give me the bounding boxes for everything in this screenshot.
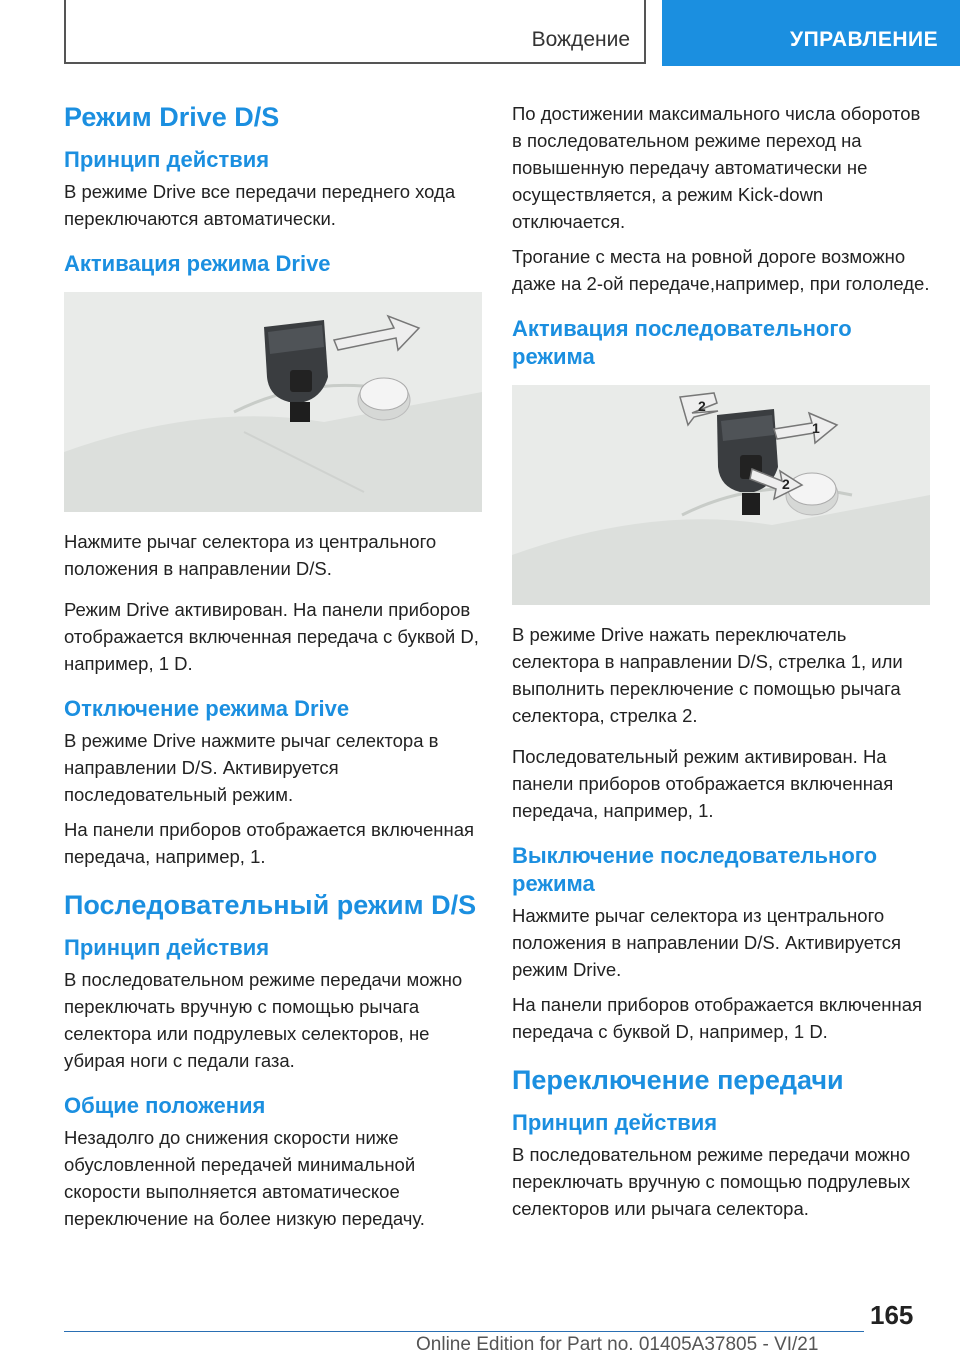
heading-principle-2: Принцип действия	[64, 935, 270, 960]
caption-image-2: В режиме Drive нажать переключатель селектора в направлении D/S, стрелка 1, или выполнить переключение с помощью рычага селектора, стрелка 2.	[512, 624, 903, 726]
heading-activate-drive: Активация режима Drive	[64, 251, 331, 276]
header-section-title: Вождение	[531, 28, 630, 51]
heading-sequential-mode: Последовательный режим D/S	[64, 890, 477, 920]
gear-selector-image-2	[512, 385, 930, 605]
header-chapter-label: УПРАВЛЕНИЕ	[790, 28, 939, 51]
footer-divider	[64, 1331, 864, 1332]
heading-principle-3: Принцип действия	[512, 1110, 718, 1135]
heading-principle-1: Принцип действия	[64, 147, 270, 172]
page-number: 165	[870, 1300, 914, 1330]
text-drive-active: Режим Drive активирован. На панели приборов отображается включенная передача с буквой D, например, 1 D.	[64, 599, 479, 674]
text-disable-drive-2: На панели приборов отображается включенная передача, например, 1.	[64, 819, 475, 867]
right-column	[512, 100, 930, 1230]
gear-selector-image-1	[64, 292, 482, 512]
heading-deactivate-sequential: Выключение последовательного режима	[512, 843, 878, 896]
text-start: Трогание с места на ровной дороге возможно даже на 2-ой передаче,например, при гололеде.	[512, 246, 930, 294]
caption-image-1: Нажмите рычаг селектора из центрального положения в направлении D/S.	[64, 531, 437, 579]
arrow-label-1: 1	[812, 420, 820, 436]
heading-gear-shift: Переключение передачи	[512, 1065, 844, 1095]
text-deactivate-sequential: Нажмите рычаг селектора из центрального положения в направлении D/S. Активируется режим Drive.	[512, 905, 901, 980]
heading-general: Общие положения	[64, 1093, 266, 1118]
text-principle-3: В последовательном режиме передачи можно переключать вручную с помощью подрулевых селекторов или рычага селектора.	[512, 1144, 911, 1219]
text-principle-1: В режиме Drive все передачи переднего хода переключаются автоматически.	[64, 181, 456, 229]
footer-edition: Online Edition for Part no. 01405A37805 - VI/21	[416, 1334, 819, 1355]
heading-disable-drive: Отключение режима Drive	[64, 696, 350, 721]
arrow-label-2-up: 2	[698, 398, 706, 414]
header-chapter-tab[interactable]	[662, 0, 960, 66]
text-sequential-active: Последовательный режим активирован. На панели приборов отображается включенная передача, например, 1.	[512, 746, 894, 821]
heading-drive-mode: Режим Drive D/S	[64, 102, 280, 132]
text-disable-drive: В режиме Drive нажмите рычаг селектора в направлении D/S. Активируется последовательный режим.	[64, 730, 439, 805]
heading-activate-sequential: Активация последовательного режима	[512, 316, 852, 369]
text-principle-2: В последовательном режиме передачи можно переключать вручную с помощью рычага селектора или подрулевых селекторов, не убирая ноги с педали газа.	[64, 969, 463, 1071]
text-deactivate-sequential-2: На панели приборов отображается включенная передача с буквой D, например, 1 D.	[512, 994, 923, 1042]
text-general: Незадолго до снижения скорости ниже обусловленной передачей минимальной скорости выполняется автоматическое переключение на более низкую передачу.	[64, 1127, 425, 1229]
arrow-label-2-down: 2	[782, 476, 790, 492]
text-kickdown: По достижении максимального числа оборотов в последовательном режиме переход на повышенную передачу автоматически не осуществляется, а режим Kick-down отключается.	[512, 103, 921, 232]
left-column	[64, 100, 482, 1240]
